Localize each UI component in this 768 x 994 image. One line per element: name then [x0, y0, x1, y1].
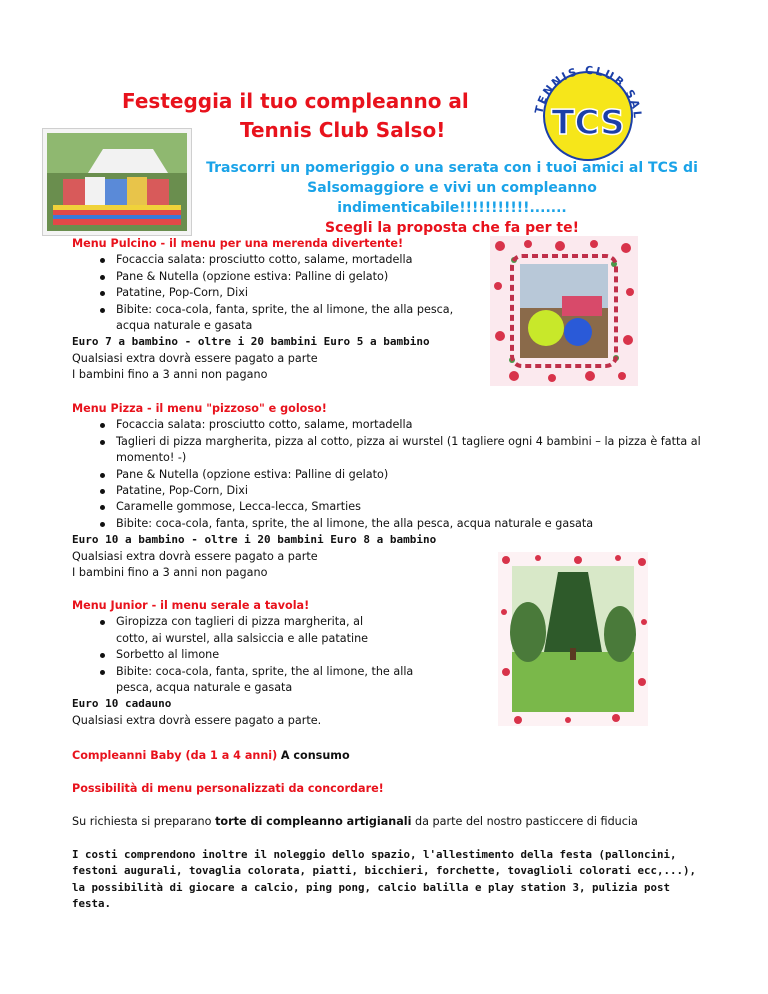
menu-pizza-title: Menu Pizza - il menu "pizzoso" e goloso! — [72, 402, 327, 415]
list-item: Focaccia salata: prosciutto cotto, salame, mortadella — [72, 417, 704, 433]
intro-text — [192, 158, 712, 238]
menu-pulcino-price: Euro 7 a bambino - oltre i 20 bambini Euro 5 a bambino — [72, 335, 430, 349]
cakes-line — [72, 814, 732, 830]
custom-menu-line: Possibilità di menu personalizzati da concordare! — [72, 782, 384, 795]
list-item: Focaccia salata: prosciutto cotto, salame, mortadella — [72, 252, 472, 268]
logo-initials: TCS — [551, 103, 625, 143]
menu-pizza-note1: Qualsiasi extra dovrà essere pagato a parte — [72, 549, 318, 563]
cakes-pre: Su richiesta si preparano — [72, 815, 212, 828]
list-item: Pane & Nutella (opzione estiva: Palline di gelato) — [72, 467, 704, 483]
list-item: Giropizza con taglieri di pizza margherita, al cotto, ai wurstel, alla salsiccia e alle patatine — [72, 614, 472, 647]
baby-title: Compleanni Baby (da 1 a 4 anni) — [72, 749, 278, 762]
title-line1: Festeggia il tuo compleanno al — [122, 89, 469, 113]
list-item: Patatine, Pop-Corn, Dixi — [72, 285, 472, 301]
menu-junior-note1: Qualsiasi extra dovrà essere pagato a parte. — [72, 713, 322, 727]
list-item: Bibite: coca-cola, fanta, sprite, the al limone, the alla pesca, acqua naturale e gasata — [72, 516, 704, 532]
menu-pulcino — [72, 236, 472, 384]
hearts-frame-photo — [490, 236, 638, 386]
list-item: Bibite: coca-cola, fanta, sprite, the al limone, the alla pesca, acqua naturale e gasata — [72, 664, 472, 697]
menu-junior — [72, 598, 472, 729]
list-item: Pane & Nutella (opzione estiva: Palline di gelato) — [72, 269, 472, 285]
costs-paragraph: I costi comprendono inoltre il noleggio dello spazio, l'allestimento della festa (palloncini, festoni augurali, tovaglia colorata, piatti, bicchieri, forchette, tovaglioli colorati ecc,...), la possibilità di giocare a calcio, ping pong, calcio balilla e play station 3, pulizia post festa. — [72, 848, 697, 911]
baby-suffix: A consumo — [280, 749, 350, 762]
cakes-bold: torte di compleanno artigianali — [215, 815, 412, 828]
list-item: Caramelle gommose, Lecca-lecca, Smarties — [72, 499, 704, 515]
baby-line — [72, 748, 704, 764]
menu-pulcino-title: Menu Pulcino - il menu per una merenda divertente! — [72, 237, 404, 250]
list-item: Patatine, Pop-Corn, Dixi — [72, 483, 704, 499]
list-item: Taglieri di pizza margherita, pizza al cotto, pizza ai wurstel (1 tagliere ogni 4 bambini – la pizza è fatta al momento! -) — [72, 434, 704, 467]
menu-pizza-price: Euro 10 a bambino - oltre i 20 bambini Euro 8 a bambino — [72, 533, 437, 547]
title-line2: Tennis Club Salso! — [240, 118, 446, 142]
party-photo — [42, 128, 192, 236]
menu-junior-price: Euro 10 cadauno — [72, 697, 172, 711]
menu-pulcino-note1: Qualsiasi extra dovrà essere pagato a parte — [72, 351, 318, 365]
list-item: Bibite: coca-cola, fanta, sprite, the al limone, the alla pesca, acqua naturale e gasata — [72, 302, 472, 335]
intro-line1: Trascorri un pomeriggio o una serata con i tuoi amici al TCS di — [206, 160, 698, 176]
logo-arc-text: TENNIS CLUB SAL — [532, 63, 645, 121]
list-item: Sorbetto al limone — [72, 647, 472, 663]
tcs-logo — [520, 42, 652, 174]
menu-junior-title: Menu Junior - il menu serale a tavola! — [72, 599, 310, 612]
park-photo — [498, 552, 648, 726]
intro-line3: Scegli la proposta che fa per te! — [325, 220, 579, 236]
cakes-post: da parte del nostro pasticcere di fiducia — [415, 815, 638, 828]
menu-pulcino-note2: I bambini fino a 3 anni non pagano — [72, 368, 268, 382]
menu-pizza-note2: I bambini fino a 3 anni non pagano — [72, 566, 268, 580]
intro-line2: Salsomaggiore e vivi un compleanno indimenticabile!!!!!!!!!!!....... — [307, 180, 597, 216]
